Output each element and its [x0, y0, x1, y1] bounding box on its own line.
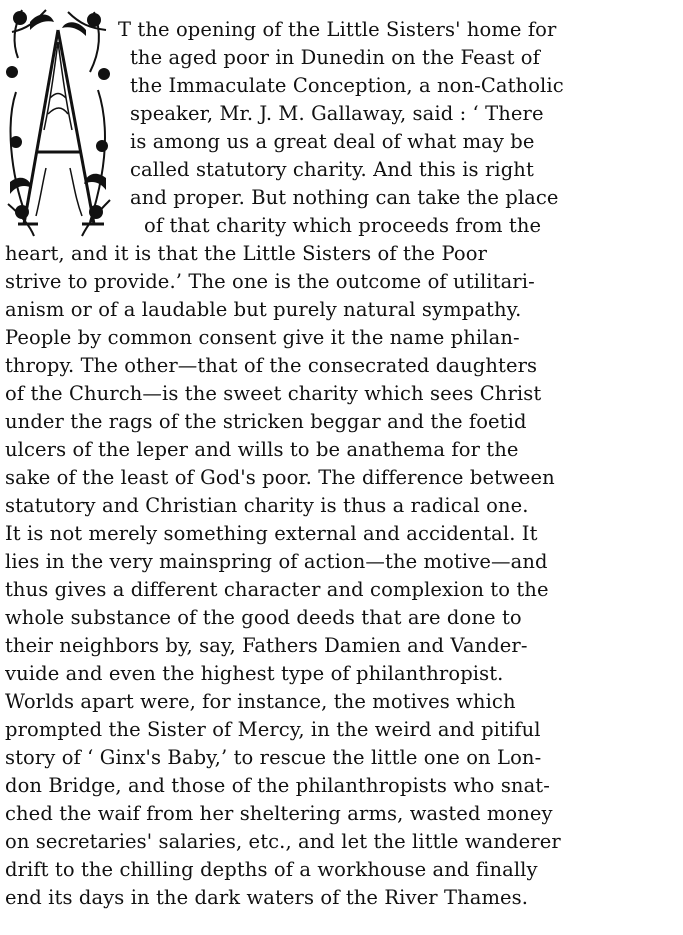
text-line: statutory and Christian charity is thus a radical one.: [5, 494, 529, 517]
text-line: on secretaries' salaries, etc., and let the little wanderer: [5, 830, 561, 853]
text-line: the Immaculate Conception, a non-Catholic: [130, 74, 564, 97]
text-line: under the rags of the stricken beggar and the foetid: [5, 410, 527, 433]
text-line: thus gives a different character and complexion to the: [5, 578, 549, 601]
ornamental-drop-cap-a: [2, 2, 114, 238]
text-line: of that charity which proceeds from the: [144, 214, 542, 237]
text-line: People by common consent give it the name philan-: [5, 326, 520, 349]
text-line: called statutory charity. And this is right: [130, 158, 534, 181]
text-line: sake of the least of God's poor. The difference between: [5, 466, 555, 489]
text-line: Worlds apart were, for instance, the motives which: [5, 690, 516, 713]
text-line: ulcers of the leper and wills to be anathema for the: [5, 438, 519, 461]
text-line: speaker, Mr. J. M. Gallaway, said : ‘ There: [130, 102, 544, 125]
text-line: their neighbors by, say, Fathers Damien and Vander-: [5, 634, 528, 657]
text-line: strive to provide.’ The one is the outcome of utilitari-: [5, 270, 535, 293]
text-line: lies in the very mainspring of action—the motive—and: [5, 550, 548, 573]
text-line: is among us a great deal of what may be: [130, 130, 535, 153]
text-line: thropy. The other—that of the consecrated daughters: [5, 354, 538, 377]
text-line: end its days in the dark waters of the River Thames.: [5, 886, 529, 909]
text-line: heart, and it is that the Little Sisters of the Poor: [5, 242, 488, 265]
text-line: vuide and even the highest type of philanthropist.: [5, 662, 504, 685]
text-line: It is not merely something external and accidental. It: [5, 522, 538, 545]
text-line: whole substance of the good deeds that are done to: [5, 606, 522, 629]
text-line: don Bridge, and those of the philanthropists who snat-: [5, 774, 550, 797]
text-line: and proper. But nothing can take the place: [130, 186, 559, 209]
text-line: anism or of a laudable but purely natural sympathy.: [5, 298, 522, 321]
text-line: story of ‘ Ginx's Baby,’ to rescue the little one on Lon-: [5, 746, 542, 769]
text-line: prompted the Sister of Mercy, in the weird and pitiful: [5, 718, 541, 741]
text-line: the aged poor in Dunedin on the Feast of: [130, 46, 540, 69]
text-line: drift to the chilling depths of a workhouse and finally: [5, 858, 538, 881]
text-line: T the opening of the Little Sisters' home for: [118, 18, 557, 41]
text-line: of the Church—is the sweet charity which sees Christ: [5, 382, 542, 405]
text-line: ched the waif from her sheltering arms, wasted money: [5, 802, 553, 825]
